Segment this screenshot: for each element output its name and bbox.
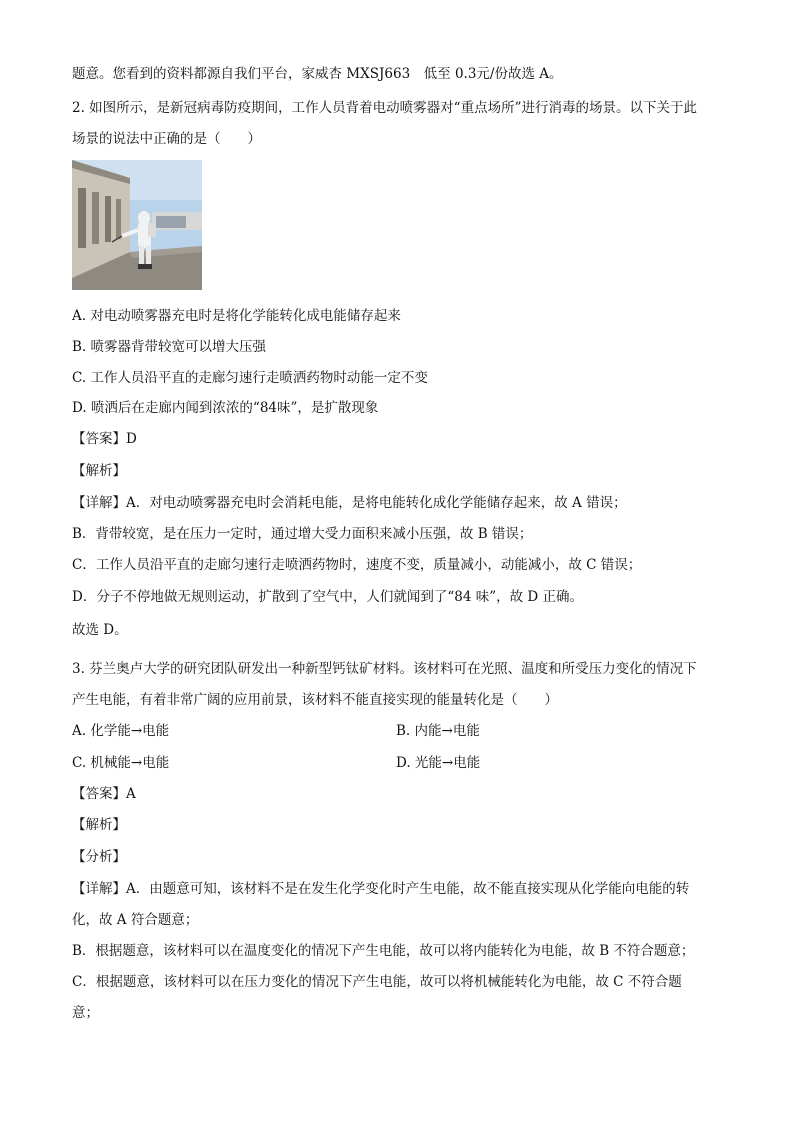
question-3-option-d: D. 光能→电能 <box>396 755 481 771</box>
question-3-option-a: A. 化学能→电能 <box>72 723 170 739</box>
question-3-option-c: C. 机械能→电能 <box>72 755 170 771</box>
question-3-detail-c: C．根据题意，该材料可以在压力变化的情况下产生电能，故可以将机械能转化为电能，故 C 不符合题 <box>72 974 682 990</box>
question-2-detail-c: C．工作人员沿平直的走廊匀速行走喷洒药物时，速度不变，质量减小，动能减小，故 C 错误； <box>72 557 642 573</box>
question-2-option-d: D. 喷洒后在走廊内闻到浓浓的“84味”，是扩散现象 <box>72 400 379 416</box>
question-3-stem: 3. 芬兰奥卢大学的研究团队研发出一种新型钙钛矿材料。该材料可在光照、温度和所受压力变化的情况下 <box>72 661 697 677</box>
question-3-detail-b: B．根据题意，该材料可以在温度变化的情况下产生电能，故可以将内能转化为电能，故 B 不符合题意； <box>72 943 695 959</box>
question-2-detail-a: 【详解】A．对电动喷雾器充电时会消耗电能，是将电能转化成化学能储存起来，故 A 错误； <box>72 495 627 511</box>
question-3-stem-cont: 产生电能，有着非常广阔的应用前景，该材料不能直接实现的能量转化是（ ） <box>72 692 558 708</box>
question-3-answer: 【答案】A <box>72 786 136 802</box>
question-3-detail-c-cont: 意； <box>72 1005 99 1021</box>
question-2-conclusion: 故选 D。 <box>72 622 128 638</box>
question-2-analysis-heading: 【解析】 <box>72 463 126 479</box>
question-3-analysis-heading: 【解析】 <box>72 817 126 833</box>
question-3-detail-a: 【详解】A．由题意可知，该材料不是在发生化学变化时产生电能，故不能直接实现从化学能向电能的转 <box>72 881 690 897</box>
question-2-answer: 【答案】D <box>72 431 137 447</box>
question-2-stem-cont: 场景的说法中正确的是（ ） <box>72 131 261 147</box>
continued-text: 题意。您看到的资料都源自我们平台，家威杏 MXSJ663 低至 0.3元/份故选 A。 <box>72 66 563 82</box>
question-2-option-c: C. 工作人员沿平直的走廊匀速行走喷洒药物时动能一定不变 <box>72 370 428 386</box>
question-2-option-b: B. 喷雾器背带较宽可以增大压强 <box>72 339 267 355</box>
disinfection-photo <box>72 160 202 290</box>
question-2-stem: 2. 如图所示，是新冠病毒防疫期间，工作人员背着电动喷雾器对“重点场所”进行消毒的场景。以下关于此 <box>72 100 697 116</box>
question-3-fenxi-heading: 【分析】 <box>72 849 126 865</box>
question-2-detail-d: D．分子不停地做无规则运动，扩散到了空气中，人们就闻到了“84 味”，故 D 正确。 <box>72 589 584 605</box>
question-2-option-a: A. 对电动喷雾器充电时是将化学能转化成电能储存起来 <box>72 308 401 324</box>
question-2-detail-b: B．背带较宽，是在压力一定时，通过增大受力面积来减小压强，故 B 错误； <box>72 526 533 542</box>
question-3-option-b: B. 内能→电能 <box>396 723 480 739</box>
question-3-detail-a-cont: 化，故 A 符合题意； <box>72 912 199 928</box>
